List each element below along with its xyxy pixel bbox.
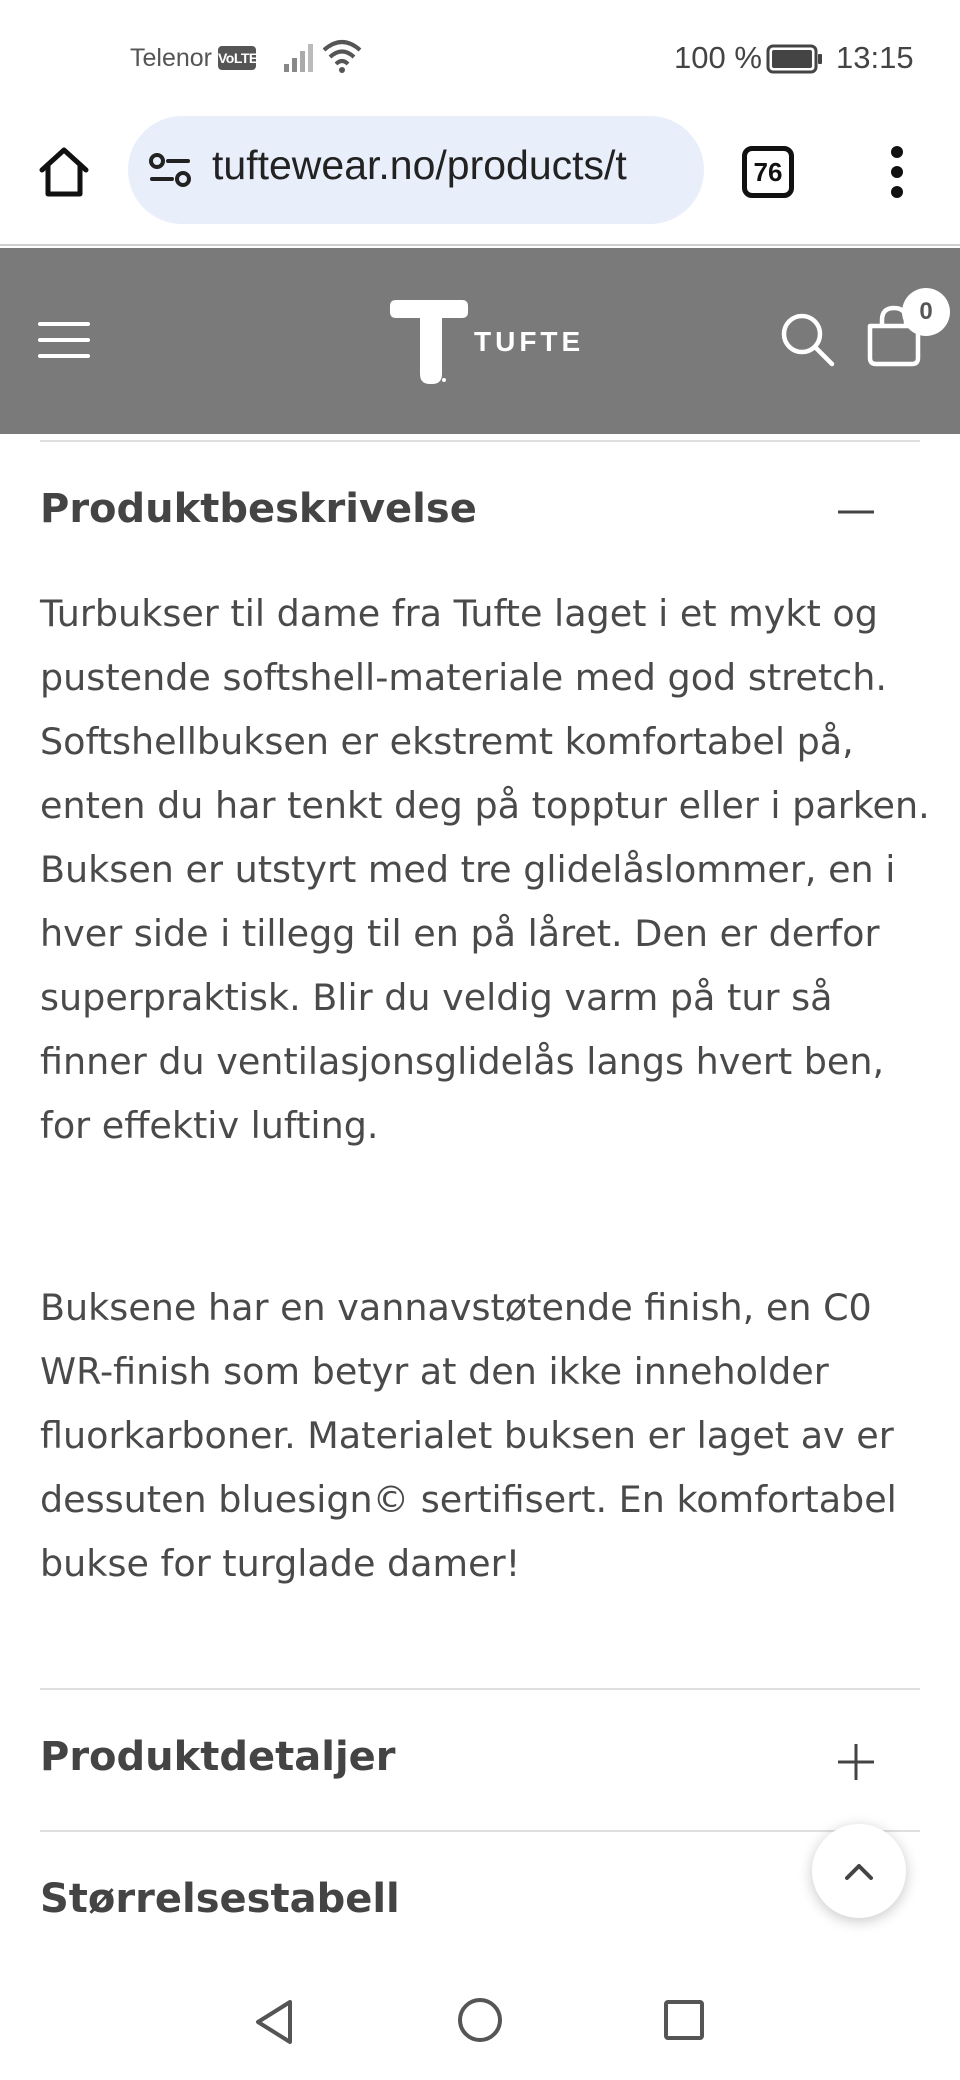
divider [40,1830,920,1832]
system-nav-bar [0,1960,960,2080]
site-settings-icon[interactable] [148,152,192,188]
scroll-to-top-button[interactable] [812,1824,906,1918]
recents-square-icon[interactable] [662,1998,706,2042]
battery-percent: 100 % [674,40,762,75]
back-triangle-icon[interactable] [250,1996,298,2048]
divider [40,1688,920,1690]
more-vert-icon[interactable] [882,140,912,204]
site-header [0,248,960,434]
logo-wordmark: TUFTE [474,326,585,357]
tab-switcher-button[interactable]: 76 [742,146,794,198]
minus-icon[interactable] [836,492,876,532]
search-icon[interactable] [778,310,836,368]
address-bar[interactable] [128,116,704,224]
signal-icon [282,40,316,74]
description-paragraph: Buksene har en vannavstøtende finish, en C0 WR-finish som betyr at den ikke inneholder fluorkarboner. Materialet buksen er laget av er dessuten bluesign© sertifisert. En komfortabel bukse for turglade damer! [40,1286,897,1585]
clock: 13:15 [836,40,914,75]
chevron-up-icon [839,1852,879,1890]
accordion-title-size-table[interactable]: Størrelsestabell [40,1876,400,1922]
accordion-title-description[interactable]: Produktbeskrivelse [40,486,477,532]
browser-toolbar [0,116,960,246]
home-circle-icon[interactable] [456,1996,504,2044]
plus-icon[interactable] [836,1742,876,1782]
accordion-title-details[interactable]: Produktdetaljer [40,1734,396,1780]
home-icon[interactable] [36,144,92,200]
battery-icon [766,44,824,74]
url-text[interactable]: tuftewear.no/products/t [212,142,627,188]
wifi-icon [322,38,362,74]
volte-badge: VoLTE [218,46,256,70]
hamburger-menu-icon[interactable] [38,322,90,360]
divider [40,440,920,442]
carrier-name: Telenor [130,44,212,72]
description-paragraph: Turbukser til dame fra Tufte laget i et mykt og pustende softshell-materiale med god stretch. Softshellbuksen er ekstremt komfortabel på, enten du har tenkt deg på topptur eller i parken. Buksen er utstyrt med tre glidelåslommer, en i hver side i tillegg til en på låret. Den er derfor superpraktisk. Blir du veldig varm på tur så finner du ventilasjonsglidelås langs hvert ben, for effektiv lufting. [40,592,930,1147]
status-bar [0,0,960,116]
cart-count-badge[interactable]: 0 [902,288,950,336]
